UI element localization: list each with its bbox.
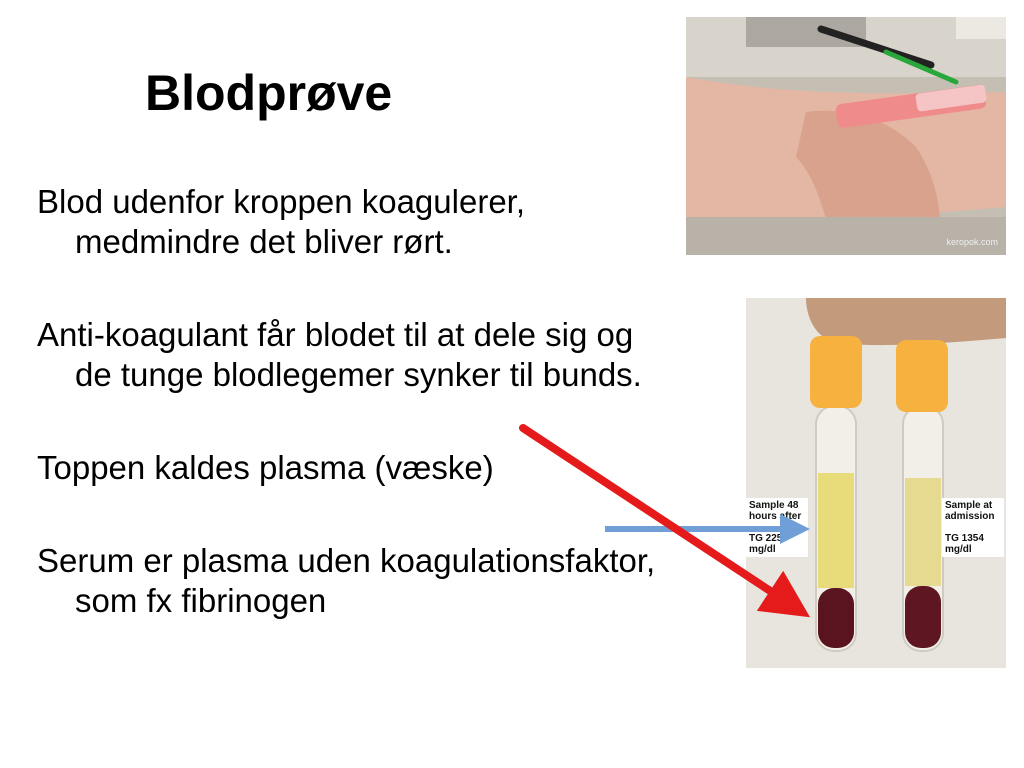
slide-title: Blodprøve <box>145 65 393 121</box>
watermark: keropok.com <box>946 237 998 247</box>
bullet-item: Toppen kaldes plasma (væske) <box>37 449 494 486</box>
bullet-item: Anti-koagulant får blodet til at dele sig og de tunge blodlegemer synker til bunds. <box>37 316 642 393</box>
red-arrow <box>523 428 790 604</box>
bullet-item: Serum er plasma uden koagulationsfaktor, som fx fibrinogen <box>37 542 656 619</box>
left-sample-label: Sample 48 hours after TG 225 mg/dl <box>746 498 808 557</box>
bullet-item: Blod udenfor kroppen koagulerer, medmindre det bliver rørt. <box>37 183 526 260</box>
right-sample-label: Sample at admission TG 1354 mg/dl <box>942 498 1004 557</box>
